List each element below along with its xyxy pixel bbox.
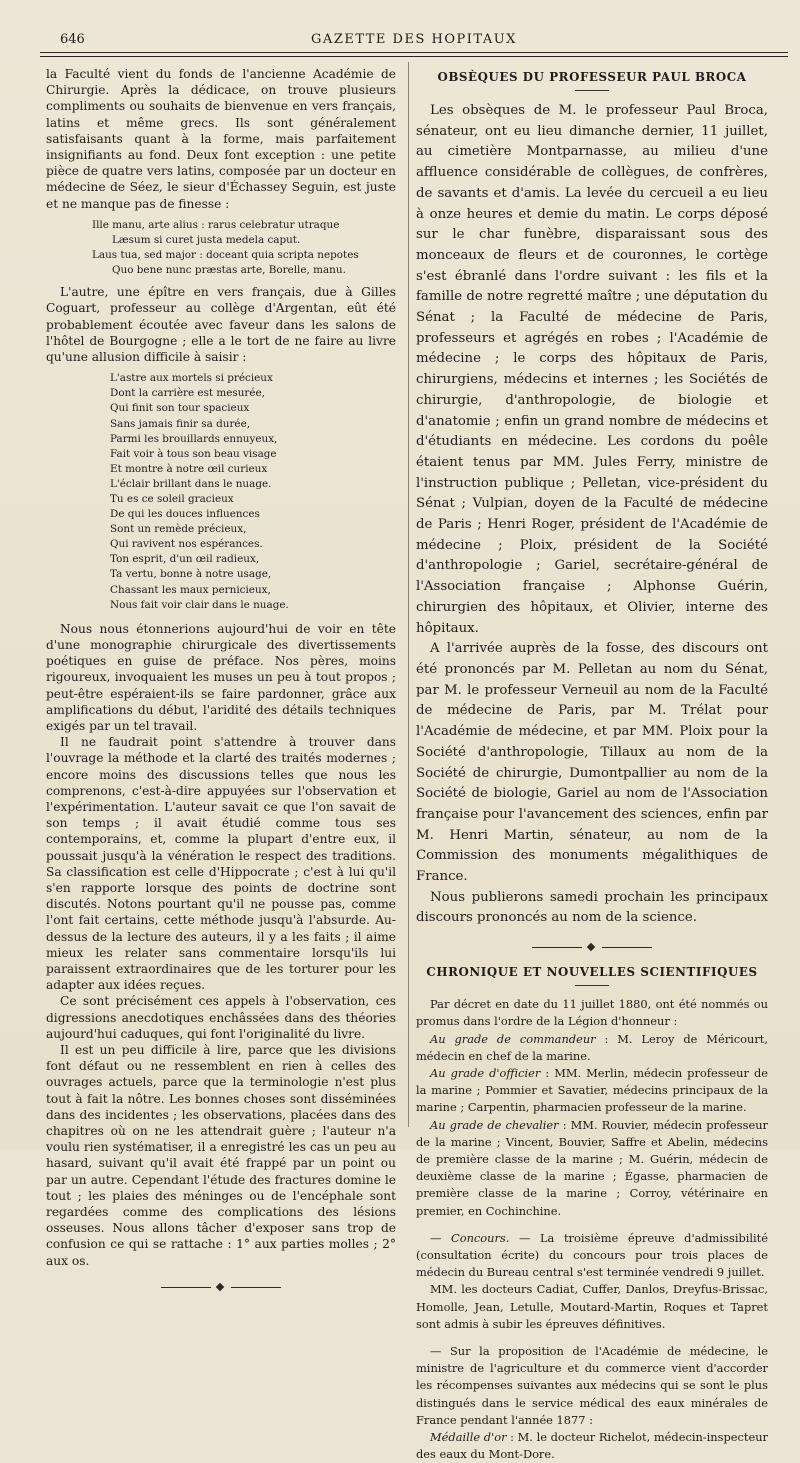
grade-label: Au grade de chevalier <box>430 1117 559 1132</box>
header-rule-top <box>40 52 788 53</box>
verse-line: L'éclair brillant dans le nuage. <box>110 477 272 490</box>
heading-rule <box>575 985 609 986</box>
verse-line: L'astre aux mortels si précieux <box>110 372 273 385</box>
verse-line: Dont la carrière est mesurée, <box>110 387 265 400</box>
obseques-heading: OBSÈQUES DU PROFESSEUR PAUL BROCA <box>437 70 747 84</box>
latin-verse <box>46 218 396 278</box>
paragraph: Nous nous étonnerions aujourd'hui de voir en tête d'une monographie chirurgicale des divertissements poétiques en guise de préface. Nos pères, moins rigoureux, invoquaient les muses un peu à tout propos ; peut-être espéraient-ils se faire pardonner, grâce aux amplifications du début, l'aridité des détails techniques exigés par un tel travail. <box>46 621 396 733</box>
paragraph: Au grade de chevalier : MM. Rouvier, médecin professeur de la marine ; Vincent, Bouvier, Saffre et Abelin, médecins de première classe de la marine ; M. Guérin, médecin de deuxième classe de la marine ; Égasse, pharmacien de première classe de la marine ; Corroy, vétérinaire en premier, en Cochinchine. <box>416 1117 768 1218</box>
chronique-heading: CHRONIQUE ET NOUVELLES SCIENTIFIQUES <box>426 965 758 980</box>
section-ornament <box>161 1283 281 1291</box>
left-column <box>46 66 396 1305</box>
paragraph: Par décret en date du 11 juillet 1880, ont été nommés ou promus dans l'ordre de la Légion d'honneur : <box>416 997 768 1029</box>
medal-label: Médaille d'or <box>430 1430 507 1444</box>
journal-title: GAZETTE DES HOPITAUX <box>311 32 517 47</box>
verse-line: Qui finit son tour spacieux <box>110 402 250 415</box>
verse-line: Sont un remède précieux, <box>110 523 247 536</box>
verse-line: Sans jamais finir sa durée, <box>110 417 251 430</box>
verse-line: Quo bene nunc præstas arte, Borelle, manu. <box>112 264 346 277</box>
paragraph: Au grade d'officier : MM. Merlin, médecin professeur de la marine ; Pommier et Savatier, médecins principaux de la marine ; Carpentin, pharmacien professeur de la marine. <box>416 1065 768 1115</box>
paragraph: la Faculté vient du fonds de l'ancienne Académie de Chirurgie. Après la dédicace, on trouve plusieurs compliments ou souhaits de bienvenue en vers français, latins et même grecs. Ils sont généralement satisfaisants quant à la forme, mais parfaitement insignifiants au fond. Deux font exception : une petite pièce de quatre vers latins, composée par un docteur en médecine de Séez, le sieur d'Échassey Seguin, est juste et ne manque pas de finesse : <box>46 67 396 211</box>
verse-line: Tu es ce soleil gracieux <box>110 492 234 505</box>
paragraph: Il est un peu difficile à lire, parce que les divisions font défaut ou ne ressemblent en rien à celles des ouvrages actuels, parce que la terminologie n'est plus tout à fait la nôtre. Les bonnes choses sont disséminées dans des incidentes ; les observations, placées dans des chapitres où on ne les attendrait guère ; l'auteur n'a voulu rien systématiser, il a enregistré les cas un peu au hasard, suivant qu'il avait été frappé par un point ou par un autre. Cependant l'étude des fractures domine le tout ; les plaies des méninges ou de l'encéphale sont regardées comme des complications des lésions osseuses. Nous allons tâcher d'exposer sans trop de confusion ce qui se rattache : 1° aux parties molles ; 2° aux os. <box>46 1043 396 1268</box>
verse-line: Chassant les maux pernicieux, <box>110 583 271 596</box>
verse-line: Fait voir à tous son beau visage <box>110 447 277 460</box>
paragraph: Médaille d'or : M. le docteur Richelot, médecin-inspecteur des eaux du Mont-Dore. <box>416 1430 768 1462</box>
page-number: 646 <box>60 32 85 47</box>
paragraph: A l'arrivée auprès de la fosse, des discours ont été prononcés par M. Pelletan au nom du Sénat, par M. le professeur Verneuil au nom de la Faculté de médecine de Paris, par M. Trélat pour l'Académie de médecine, et par MM. Ploix pour la Société d'anthropologie, Tillaux au nom de la Société de chirurgie, Dumontpallier au nom de la Société de biologie, Gariel au nom de l'Association française pour l'avancement des sciences, enfin par M. Henri Martin, sénateur, au nom de la Commission des monuments mégalithiques de France. <box>416 641 768 885</box>
verse-line: Læsum si curet justa medela caput. <box>112 233 301 246</box>
paragraph: — Concours. — La troisième épreuve d'admissibilité (consultation écrite) du concours pour trois places de médecin du Bureau central s'est terminée vendredi 9 juillet. <box>416 1230 768 1280</box>
column-separator <box>408 62 409 1127</box>
page-header <box>40 30 788 50</box>
header-rule-bottom <box>40 56 788 57</box>
paragraph: — Sur la proposition de l'Académie de médecine, le ministre de l'agriculture et du commerce vient d'accorder les récompenses suivantes aux médecins qui se sont le plus distingués dans le service médical des eaux minérales de France pendant l'année 1877 : <box>416 1343 768 1427</box>
concours-label: Concours. <box>451 1230 510 1245</box>
verse-line: Qui ravivent nos espérances. <box>110 538 263 551</box>
verse-line: Et montre à notre œil curieux <box>110 462 268 475</box>
verse-line: Laus tua, sed major : doceant quia scripta nepotes <box>92 249 359 262</box>
grade-label: Au grade d'officier <box>430 1065 541 1080</box>
verse-line: Ille manu, arte alius : rarus celebratur utraque <box>92 218 340 231</box>
heading-rule <box>575 90 609 91</box>
french-verse <box>110 371 396 613</box>
verse-line: Nous fait voir clair dans le nuage. <box>110 598 289 611</box>
paragraph: L'autre, une épître en vers français, due à Gilles Coguart, professeur au collège d'Argentan, eût été probablement écoutée avec faveur dans les salons de l'hôtel de Bourgogne ; elle a le tort de ne faire au livre qu'une allusion difficile à saisir : <box>46 285 396 365</box>
paragraph: Nous publierons samedi prochain les principaux discours prononcés au nom de la science. <box>416 889 768 926</box>
paragraph: MM. les docteurs Cadiat, Cuffer, Danlos, Dreyfus-Brissac, Homolle, Jean, Letulle, Moutard-Martin, Roques et Tapret sont admis à subir les épreuves définitives. <box>416 1282 768 1331</box>
paragraph: Au grade de commandeur : M. Leroy de Méricourt, médecin en chef de la marine. <box>416 1031 769 1063</box>
verse-line: Ta vertu, bonne à notre usage, <box>110 568 272 581</box>
verse-line: Parmi les brouillards ennuyeux, <box>110 432 278 445</box>
paragraph: Les obsèques de M. le professeur Paul Broca, sénateur, ont eu lieu dimanche dernier, 11 juillet, au cimetière Montparnasse, au milieu d'une affluence considérable de collègues, de confrères, de savants et d'amis. La levée du cercueil a eu lieu à onze heures et demie du matin. Le corps déposé sur le char funèbre, disparaissant sous des monceaux de fleurs et de couronnes, le cortège s'est ébranlé dans l'ordre suivant : les fils et la famille de notre regretté maître ; une députation du Sénat ; la Faculté de médecine de Paris, professeurs et agrégés en robes ; l'Académie de médecine ; le corps des hôpitaux de Paris, chirurgiens, médecins et internes ; les Sociétés de chirurgie, d'anthropologie, de biologie et d'anatomie ; enfin un grand nombre de médecins et d'étudiants en médecine. Les cordons du poêle étaient tenus par MM. Jules Ferry, ministre de l'instruction publique ; Pelletan, vice-président du Sénat ; Vulpian, doyen de la Faculté de médecine de Paris ; Henri Roger, président de l'Académie de médecine ; Ploix, président de la Société d'anthropologie ; Gariel, secrétaire-général de l'Association française ; Alphonse Guérin, chirurgien des hôpitaux, et Olivier, interne des hôpitaux. <box>416 103 768 636</box>
grade-label: Au grade de commandeur <box>430 1031 596 1046</box>
paragraph: Ce sont précisément ces appels à l'observation, ces digressions anecdotiques enchâssées dans des théories aujourd'hui caduques, qui font l'originalité du livre. <box>46 994 396 1041</box>
right-column <box>416 66 768 1463</box>
verse-line: De qui les douces influences <box>110 508 260 521</box>
paragraph: Il ne faudrait point s'attendre à trouver dans l'ouvrage la méthode et la clarté des traités modernes ; encore moins des discussions telles que nous les comprenons, c'est-à-dire appuyées sur l'observation et l'expérimentation. L'auteur savait ce que l'on savait de son temps ; il avait étudié comme tous ses contemporains, et, comme la plupart d'entre eux, il poussait jusqu'à la vénération le respect des traditions. Sa classification est celle d'Hippocrate ; c'est à lui qu'il s'en rapporte lorsque des points de doctrine sont discutés. Notons pourtant qu'il ne pousse pas, comme l'ont fait certains, cette méthode jusqu'à l'absurde. Au-dessus de la lecture des auteurs, il y a les faits ; il aime mieux les relater sans commentaire lorsqu'ils lui paraissent extraordinaires que de les torturer pour les adapter aux idées reçues. <box>46 735 396 993</box>
verse-line: Ton esprit, d'un œil radieux, <box>110 553 260 566</box>
section-ornament <box>532 943 652 951</box>
